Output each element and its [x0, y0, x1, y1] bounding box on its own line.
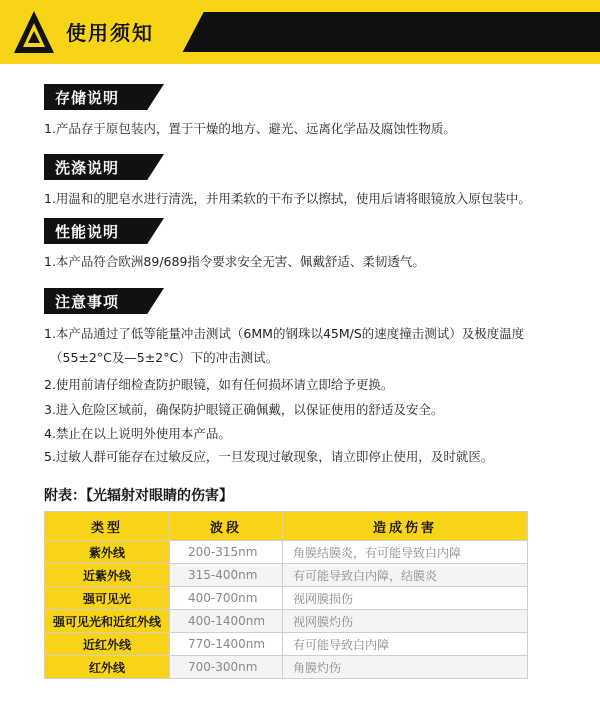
row-type: 紫外线 [45, 541, 170, 564]
table-row [45, 541, 528, 564]
precaution-line-1: 1.本产品通过了低等能量冲击测试（6MM的钢珠以45M/S的速度撞击测试）及极度温度 [44, 326, 525, 341]
section-label-precautions: 注意事项 [44, 288, 164, 314]
washing-line-1: 1.用温和的肥皂水进行清洗，并用柔软的干布予以擦拭，使用后请将眼镜放入原包装中。 [44, 191, 531, 206]
row-band: 200-315nm [170, 541, 283, 564]
page-title: 使用须知 [66, 21, 154, 45]
table-header-row [45, 512, 528, 541]
table-row [45, 587, 528, 610]
row-type: 红外线 [45, 656, 170, 679]
precaution-line-1b: （55±2°C及—5±2°C）下的冲击测试。 [50, 350, 279, 365]
row-type: 近红外线 [45, 633, 170, 656]
row-harm: 角膜结膜炎，有可能导致白内障 [283, 541, 528, 564]
table-row [45, 564, 528, 587]
radiation-damage-table [44, 511, 528, 679]
row-harm: 有可能导致白内障，结膜炎 [283, 564, 528, 587]
row-harm: 视网膜损伤 [283, 587, 528, 610]
row-band: 700-300nm [170, 656, 283, 679]
row-type: 近紫外线 [45, 564, 170, 587]
header-type: 类型 [45, 512, 170, 541]
row-band: 400-1400nm [170, 610, 283, 633]
header-harm: 造成伤害 [283, 512, 528, 541]
table-row [45, 633, 528, 656]
precaution-line-2: 2.使用前请仔细检查防护眼镜，如有任何损坏请立即给予更换。 [44, 377, 394, 392]
section-label-performance: 性能说明 [44, 218, 164, 244]
table-row [45, 656, 528, 679]
precaution-line-3: 3.进入危险区域前，确保防护眼镜正确佩戴，以保证使用的舒适及安全。 [44, 402, 444, 417]
precaution-line-4: 4.禁止在以上说明外使用本产品。 [44, 426, 231, 441]
table-caption: 附表：【光辐射对眼睛的伤害】 [44, 488, 233, 504]
row-harm: 角膜灼伤 [283, 656, 528, 679]
row-type: 强可见光和近红外线 [45, 610, 170, 633]
triangle-logo-icon [12, 9, 56, 55]
section-label-storage: 存储说明 [44, 84, 164, 110]
section-label-washing: 洗涤说明 [44, 154, 164, 180]
precaution-line-5: 5.过敏人群可能存在过敏反应，一旦发现过敏现象，请立即停止使用，及时就医。 [44, 449, 494, 464]
row-harm: 视网膜灼伤 [283, 610, 528, 633]
row-harm: 有可能导致白内障 [283, 633, 528, 656]
row-band: 315-400nm [170, 564, 283, 587]
header-banner [0, 0, 600, 64]
performance-line-1: 1.本产品符合欧洲89/689指令要求安全无害、佩戴舒适、柔韧透气。 [44, 254, 425, 269]
row-band: 770-1400nm [170, 633, 283, 656]
header-band: 波段 [170, 512, 283, 541]
storage-line-1: 1.产品存于原包装内，置于干燥的地方、避光、远离化学品及腐蚀性物质。 [44, 121, 456, 136]
row-type: 强可见光 [45, 587, 170, 610]
row-band: 400-700nm [170, 587, 283, 610]
table-row [45, 610, 528, 633]
